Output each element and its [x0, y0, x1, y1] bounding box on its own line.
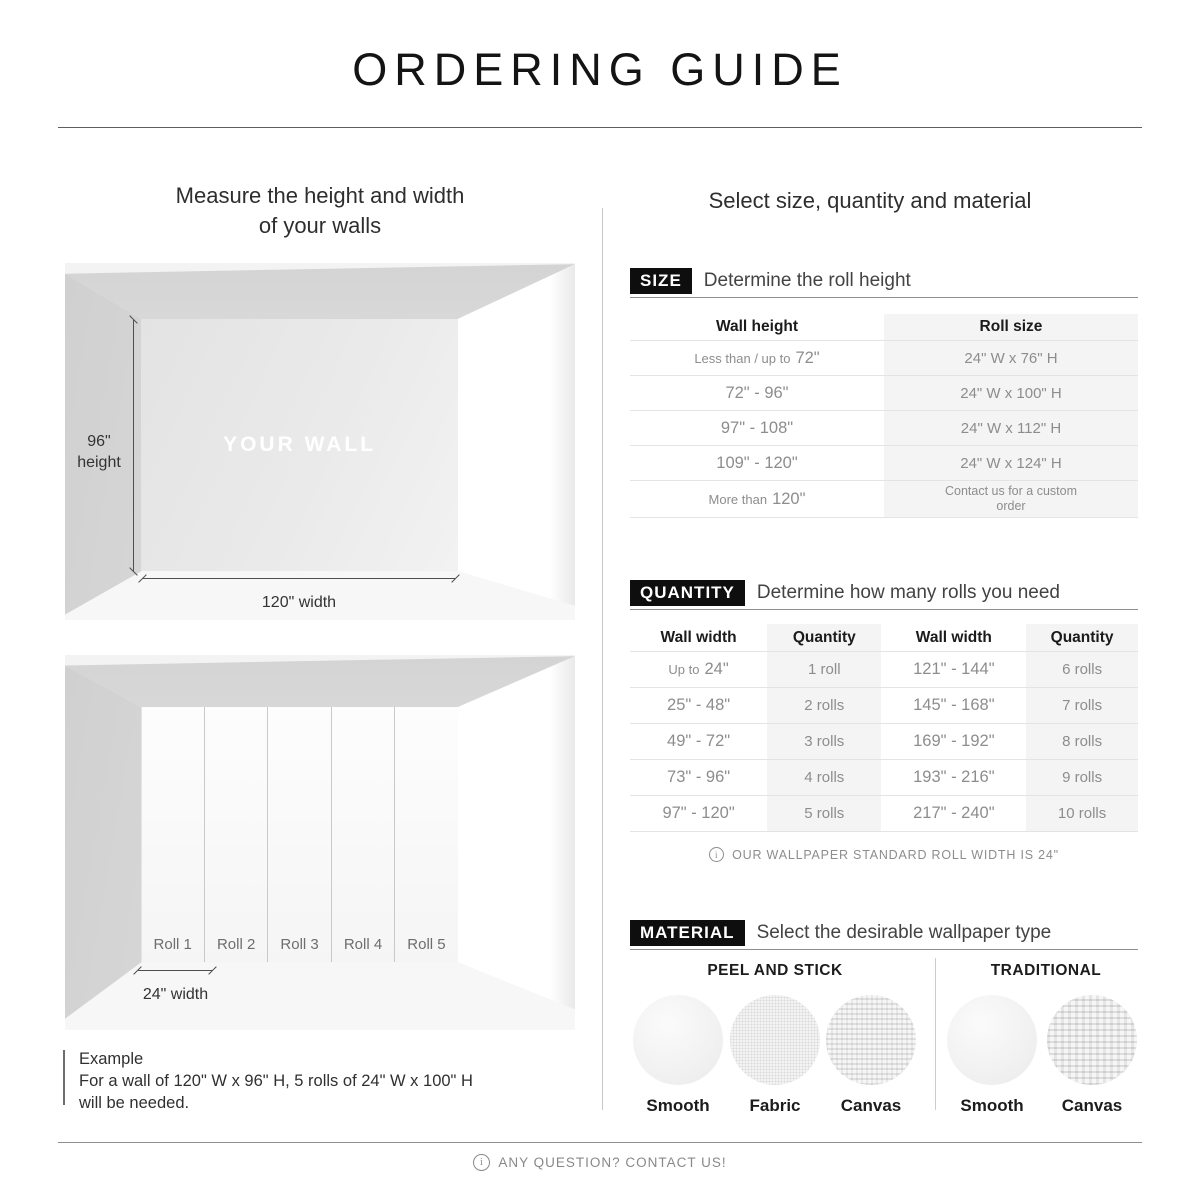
- size-row: [630, 446, 1138, 481]
- col-wall-width-2: Wall width: [915, 628, 992, 646]
- rolls-wall: [142, 707, 458, 962]
- custom-order-note: Contact us for a custom order: [944, 484, 1077, 513]
- wall-width-value: 169" - 192": [913, 732, 995, 750]
- wall-width-cell: [630, 796, 767, 831]
- size-table: [630, 314, 1138, 518]
- wall-height-cell: [630, 481, 884, 517]
- col-quantity-1: Quantity: [767, 624, 881, 651]
- quantity-row: [630, 688, 1138, 724]
- wall-height-prefix: More than: [708, 491, 768, 507]
- wall-height-prefix: Less than / up to: [694, 350, 791, 366]
- roll-width-note-text: OUR WALLPAPER STANDARD ROLL WIDTH IS 24": [732, 847, 1059, 862]
- wall-width-value: 25" - 48": [667, 696, 731, 714]
- wall-height-value: 72": [795, 348, 820, 367]
- roll-panel: [205, 707, 268, 962]
- left-heading-line1: Measure the height and width: [175, 183, 465, 208]
- swatch-label-fabric: Fabric: [749, 1096, 801, 1115]
- height-value: 96": [87, 433, 111, 450]
- wall-height-cell: [630, 341, 884, 375]
- swatch-peel-canvas: [826, 995, 916, 1085]
- roll-width-dimension-line: [138, 970, 212, 971]
- quantity-cell: 7 rolls: [1026, 688, 1138, 723]
- example-line1: For a wall of 120" W x 96" H, 5 rolls of 24" W x 100" H: [79, 1072, 473, 1090]
- wall-width-value: 97" - 120": [662, 804, 735, 822]
- left-column-heading: [65, 181, 575, 241]
- right-column-heading: Select size, quantity and material: [708, 188, 1032, 213]
- col-quantity-2: Quantity: [1026, 624, 1138, 651]
- left-heading-line2: of your walls: [258, 213, 382, 238]
- swatch-label-canvas: Canvas: [840, 1096, 902, 1115]
- example-block: [79, 1048, 579, 1114]
- height-dimension-label: [69, 431, 129, 473]
- roll-size-cell: 24" W x 112" H: [884, 411, 1138, 445]
- size-row: [630, 481, 1138, 518]
- roll-size-cell: 24" W x 76" H: [884, 341, 1138, 375]
- material-group-divider: [935, 958, 936, 1110]
- quantity-cell: 9 rolls: [1026, 760, 1138, 795]
- quantity-cell: 8 rolls: [1026, 724, 1138, 759]
- col-wall-height: Wall height: [715, 318, 799, 335]
- quantity-badge: QUANTITY: [630, 580, 745, 606]
- footer-divider: [58, 1142, 1142, 1143]
- height-dimension-line: [133, 320, 134, 571]
- wall-height-value: 72" - 96": [725, 383, 789, 402]
- quantity-row: [630, 796, 1138, 832]
- quantity-cell: 6 rolls: [1026, 652, 1138, 687]
- example-title: Example: [79, 1050, 144, 1068]
- swatch-traditional-canvas: [1047, 995, 1137, 1085]
- wall-height-value: 97" - 108": [720, 418, 794, 437]
- quantity-table-header: [630, 624, 1138, 652]
- wall-width-value: 73" - 96": [667, 768, 731, 786]
- roll-width-note: [630, 847, 1138, 862]
- roll-label: Roll 4: [343, 936, 383, 954]
- page-title: ORDERING GUIDE: [352, 44, 848, 95]
- material-section-header: [630, 916, 1138, 950]
- header-divider: [58, 127, 1142, 128]
- example-accent-bar: [63, 1050, 65, 1105]
- wall-width-cell: [881, 652, 1026, 687]
- size-row: [630, 341, 1138, 376]
- size-subtitle: Determine the roll height: [703, 269, 911, 291]
- roll-panel: [142, 707, 205, 962]
- wall-width-prefix: Up to: [668, 662, 700, 677]
- wall-width-value: 24": [704, 660, 729, 678]
- wall-width-value: 145" - 168": [913, 696, 995, 714]
- quantity-subtitle: Determine how many rolls you need: [756, 581, 1060, 603]
- material-badge: MATERIAL: [630, 920, 745, 946]
- swatch-peel-fabric: [730, 995, 820, 1085]
- wall-height-cell: [630, 411, 884, 445]
- col-roll-size: Roll size: [884, 314, 1138, 340]
- your-wall-label: YOUR WALL: [223, 433, 377, 457]
- roll-size-cell: [884, 481, 1138, 517]
- roll-size-cell: 24" W x 100" H: [884, 376, 1138, 410]
- material-subtitle: Select the desirable wallpaper type: [756, 921, 1052, 943]
- peel-and-stick-title: PEEL AND STICK: [707, 962, 843, 979]
- quantity-cell: 3 rolls: [767, 724, 881, 759]
- wall-width-value: 49" - 72": [667, 732, 731, 750]
- size-table-header: [630, 314, 1138, 341]
- quantity-cell: 5 rolls: [767, 796, 881, 831]
- roll-width-dimension-label: 24" width: [142, 986, 209, 1003]
- roll-label: Roll 1: [153, 936, 192, 954]
- wall-width-cell: [630, 760, 767, 795]
- quantity-cell: 2 rolls: [767, 688, 881, 723]
- height-word: height: [77, 454, 121, 471]
- swatch-label-smooth-trad: Smooth: [960, 1096, 1024, 1115]
- size-row: [630, 411, 1138, 446]
- info-icon: [473, 1154, 490, 1171]
- wall-height-cell: [630, 446, 884, 480]
- footer-contact: [0, 1154, 1200, 1171]
- size-badge: SIZE: [630, 268, 692, 294]
- roll-panel: [332, 707, 395, 962]
- swatch-traditional-smooth: [947, 995, 1037, 1085]
- wall-height-value: 109" - 120": [716, 453, 798, 472]
- wall-width-cell: [881, 796, 1026, 831]
- roll-label: Roll 3: [280, 936, 319, 954]
- quantity-table: [630, 624, 1138, 832]
- roll-label: Roll 5: [407, 936, 446, 954]
- wall-width-value: 121" - 144": [913, 660, 995, 678]
- quantity-cell: 1 roll: [767, 652, 881, 687]
- example-line2: will be needed.: [79, 1094, 190, 1112]
- swatch-label-canvas-trad: Canvas: [1061, 1096, 1123, 1115]
- col-wall-width-1: Wall width: [660, 628, 737, 646]
- info-icon: [709, 847, 724, 862]
- quantity-section-header: [630, 576, 1138, 610]
- quantity-row: [630, 652, 1138, 688]
- wall-width-cell: [630, 652, 767, 687]
- size-row: [630, 376, 1138, 411]
- wall-width-value: 193" - 216": [913, 768, 995, 786]
- wall-width-value: 217" - 240": [913, 804, 995, 822]
- roll-panel: [268, 707, 331, 962]
- quantity-cell: 10 rolls: [1026, 796, 1138, 831]
- roll-label: Roll 2: [216, 936, 256, 954]
- room-illustration-rolls: [65, 655, 575, 1030]
- column-divider: [602, 208, 603, 1110]
- width-dimension-label: 120" width: [261, 594, 337, 611]
- quantity-row: [630, 724, 1138, 760]
- swatch-label-smooth: Smooth: [646, 1096, 710, 1115]
- your-wall: [142, 319, 458, 571]
- wall-width-cell: [630, 724, 767, 759]
- roll-panel: [395, 707, 457, 962]
- roll-size-cell: 24" W x 124" H: [884, 446, 1138, 480]
- quantity-cell: 4 rolls: [767, 760, 881, 795]
- wall-width-cell: [881, 724, 1026, 759]
- wall-width-cell: [630, 688, 767, 723]
- swatch-peel-smooth: [633, 995, 723, 1085]
- footer-contact-text: ANY QUESTION? CONTACT US!: [498, 1155, 727, 1170]
- traditional-title: TRADITIONAL: [990, 962, 1102, 979]
- wall-height-value: 120": [772, 489, 806, 508]
- room-illustration-measure: [65, 263, 575, 620]
- wall-height-cell: [630, 376, 884, 410]
- quantity-row: [630, 760, 1138, 796]
- width-dimension-line: [143, 578, 455, 579]
- wall-width-cell: [881, 688, 1026, 723]
- size-section-header: [630, 264, 1138, 298]
- wall-width-cell: [881, 760, 1026, 795]
